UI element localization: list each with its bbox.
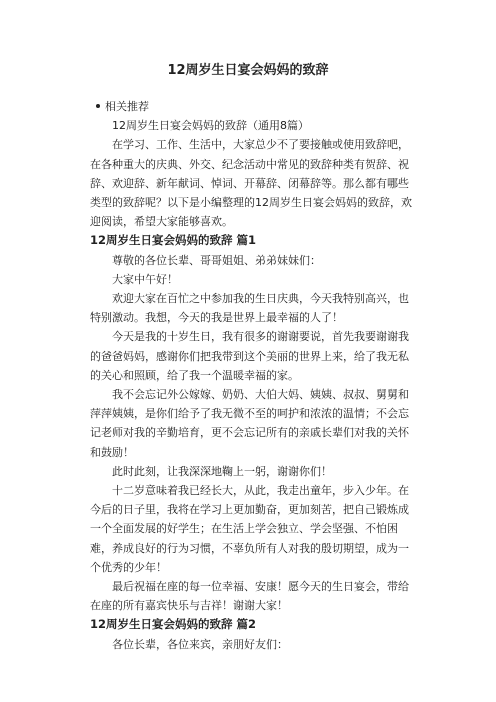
bullet-icon [96, 104, 100, 108]
paragraph: 最后祝福在座的每一位幸福、安康！愿今天的生日宴会，带给在座的所有嘉宾快乐与吉祥！谢谢大家！ [90, 580, 409, 613]
section-heading: 12周岁生日宴会妈妈的致辞 篇1 [90, 233, 257, 248]
paragraph: 欢迎大家在百忙之中参加我的生日庆典，今天我特别高兴，也特别激动。我想，今天的我是世界上最幸福的人了！ [90, 292, 409, 325]
subtitle: 12周岁生日宴会妈妈的致辞（通用8篇） [112, 119, 309, 133]
paragraph: 各位长辈，各位来宾，亲朋好友们： [112, 637, 288, 651]
related-label: 相关推荐 [105, 100, 149, 113]
paragraph: 十二岁意味着我已经长大，从此，我走出童年，步入少年。在今后的日子里，我将在学习上更加勤奋，更加刻苦，把自己锻炼成一个全面发展的好学生；在生活上学会独立、学会坚强、不怕困难，养成良好的行为习惯，不辜负所有人对我的殷切期望，成为一个优秀的少年！ [90, 484, 409, 574]
intro-paragraph: 在学习、工作、生活中，大家总少不了要接触或使用致辞吧，在各种重大的庆典、外交、纪念活动中常见的致辞种类有贺辞、祝辞、欢迎辞、新年献词、悼词、开幕辞、闭幕辞等。那么都有哪些类型的致辞呢？以下是小编整理的12周岁生日宴会妈妈的致辞，欢迎阅读，希望大家能够喜欢。 [90, 138, 412, 229]
paragraph: 大家中午好！ [112, 272, 178, 286]
document-title: 12周岁生日宴会妈妈的致辞 [167, 63, 329, 78]
paragraph: 此时此刻，让我深深地鞠上一躬，谢谢你们！ [112, 464, 332, 478]
section-heading: 12周岁生日宴会妈妈的致辞 篇2 [90, 617, 257, 632]
paragraph: 今天是我的十岁生日，我有很多的谢谢要说，首先我要谢谢我的爸爸妈妈，感谢你们把我带到这个美丽的世界上来，给了我无私的关心和照顾，给了我一个温暖幸福的家。 [90, 330, 409, 382]
paragraph: 我不会忘记外公嫁嫁、奶奶、大伯大妈、姨姨、叔叔、舅舅和萍萍姨姨，是你们给予了我无微不至的呵护和浓浓的温情；不会忘记老师对我的辛勤培育，更不会忘记所有的亲戚长辈们对我的关怀和鼓励！ [90, 388, 409, 459]
related-recommendations[interactable] [90, 97, 412, 116]
document-body [90, 97, 412, 654]
paragraph: 尊敬的各位长辈、哥哥姐姐、弟弟妹妹们： [112, 253, 321, 267]
